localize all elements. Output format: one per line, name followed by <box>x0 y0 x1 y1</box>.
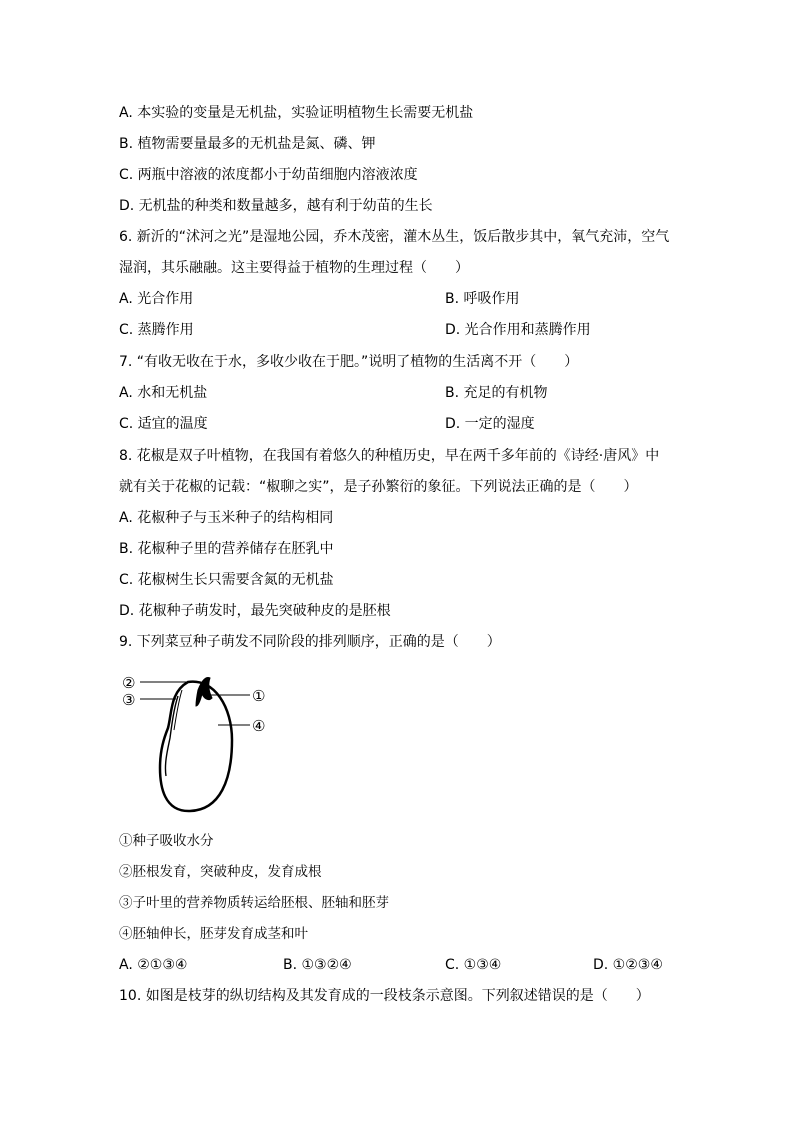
q7-stem: 7. “有收无收在于水，多收少收在于肥。”说明了植物的生活离不开（ ） <box>119 354 579 370</box>
q6-option-a: A. 光合作用 <box>119 291 194 307</box>
figure-label-3: ③ <box>122 691 136 709</box>
q8-stem-line2: 就有关于花椒的记载：“椒聊之实”，是子孙繁衍的象征。下列说法正确的是（ ） <box>119 479 638 495</box>
q8-option-b: B. 花椒种子里的营养储存在胚乳中 <box>119 541 334 557</box>
q9-step-4: ④胚轴伸长，胚芽发育成茎和叶 <box>119 926 308 942</box>
q6-option-b: B. 呼吸作用 <box>445 291 520 307</box>
q6-stem-line2: 湿润，其乐融融。这主要得益于植物的生理过程（ ） <box>119 260 469 276</box>
q9-option-a: A. ②①③④ <box>119 957 188 973</box>
bean-seed-figure <box>120 668 280 818</box>
q5-option-d: D. 无机盐的种类和数量越多，越有利于幼苗的生长 <box>119 198 433 214</box>
q9-step-1: ①种子吸收水分 <box>119 833 214 849</box>
q9-step-3: ③子叶里的营养物质转运给胚根、胚轴和胚芽 <box>119 895 389 911</box>
q8-option-a: A. 花椒种子与玉米种子的结构相同 <box>119 510 334 526</box>
figure-label-1: ① <box>252 687 266 705</box>
figure-label-2: ② <box>122 674 136 692</box>
q6-option-c: C. 蒸腾作用 <box>119 322 194 338</box>
q9-stem: 9. 下列菜豆种子萌发不同阶段的排列顺序，正确的是（ ） <box>119 634 501 650</box>
q9-option-b: B. ①③②④ <box>283 957 352 973</box>
q8-stem-line1: 8. 花椒是双子叶植物，在我国有着悠久的种植历史，早在两千多年前的《诗经·唐风》中 <box>119 448 660 464</box>
q9-option-c: C. ①③④ <box>445 957 502 973</box>
q9-step-2: ②胚根发育，突破种皮，发育成根 <box>119 864 322 880</box>
figure-label-4: ④ <box>252 717 266 735</box>
q7-option-d: D. 一定的湿度 <box>445 416 535 432</box>
q7-option-b: B. 充足的有机物 <box>445 385 548 401</box>
q6-stem-line1: 6. 新沂的“沭河之光”是湿地公园，乔木茂密，灌木丛生，饭后散步其中，氧气充沛，空气 <box>119 229 670 245</box>
q9-option-d: D. ①②③④ <box>593 957 663 973</box>
q7-option-c: C. 适宜的温度 <box>119 416 208 432</box>
q5-option-a: A. 本实验的变量是无机盐，实验证明植物生长需要无机盐 <box>119 105 474 121</box>
q8-option-d: D. 花椒种子萌发时，最先突破种皮的是胚根 <box>119 603 391 619</box>
q5-option-b: B. 植物需要量最多的无机盐是氮、磷、钾 <box>119 136 376 152</box>
q5-option-c: C. 两瓶中溶液的浓度都小于幼苗细胞内溶液浓度 <box>119 167 418 183</box>
q6-option-d: D. 光合作用和蒸腾作用 <box>445 322 591 338</box>
q8-option-c: C. 花椒树生长只需要含氮的无机盐 <box>119 572 334 588</box>
q7-option-a: A. 水和无机盐 <box>119 385 208 401</box>
q10-stem: 10. 如图是枝芽的纵切结构及其发育成的一段枝条示意图。下列叙述错误的是（ ） <box>119 988 650 1004</box>
